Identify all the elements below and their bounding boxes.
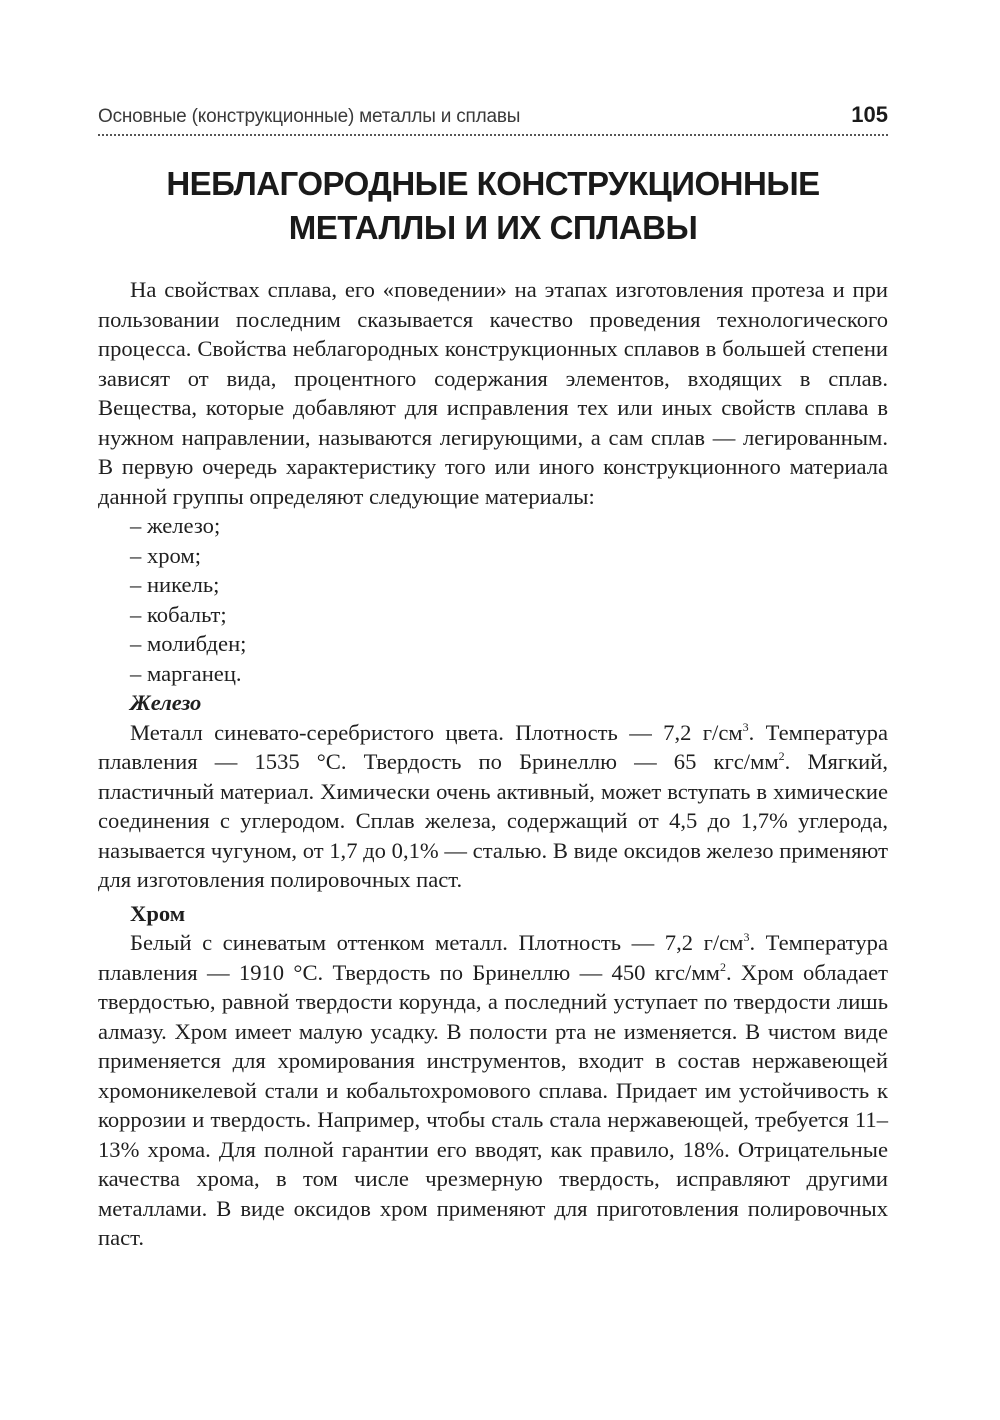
chrome-paragraph xyxy=(98,928,888,1253)
chapter-title-line-1: НЕБЛАГОРОДНЫЕ КОНСТРУКЦИОННЫЕ xyxy=(166,165,820,202)
section-heading-iron: Железо xyxy=(130,690,202,715)
chrome-superscript-cubic: 3 xyxy=(743,930,750,944)
list-item: – хром; xyxy=(130,542,201,568)
iron-superscript-cubic: 3 xyxy=(742,719,749,734)
body-text xyxy=(98,275,888,1253)
list-item: – молибден; xyxy=(130,631,247,656)
chrome-text-part-2: . Температура плавления — 1910 °С. Твердость по Бринеллю — 450 кгс/мм xyxy=(98,930,888,985)
materials-list xyxy=(98,511,888,688)
list-item: – никель; xyxy=(130,572,220,597)
chapter-title-line-2: МЕТАЛЛЫ И ИХ СПЛАВЫ xyxy=(288,209,698,246)
section-heading-chrome: Хром xyxy=(130,900,186,926)
chrome-text-part-3: . Хром обладает твердостью, равной твердости корунда, а последний уступает по твердости лишь алмазу. Хром имеет малую усадку. В полости рта не изменяется. В чистом виде применяется для хромирования инструментов, входит в состав нержавеющей хромоникелевой стали и кобальтохромового сплава. Придает им устойчивость к коррозии и твердость. Например, чтобы сталь стала нержавеющей, требуется 11–13% хрома. Для полной гарантии его вводят, как правило, 18%. Отрицательные качества хрома, в том числе чрезмерную твердость, исправляют другими металлами. В виде оксидов хром применяют для приготовления полировочных паст. xyxy=(98,959,888,1250)
iron-superscript-square: 2 xyxy=(778,749,785,763)
iron-text-part-3: . Мягкий, пластичный материал. Химически очень активный, может вступать в химические соединения с углеродом. Сплав железа, содержащий от 4,5 до 1,7% углерода, называется чугуном, от 1,7 до 0,1% — сталью. В виде оксидов железо применяют для изготовления полировочных паст. xyxy=(98,749,888,892)
page-number: 105 xyxy=(851,102,888,127)
page xyxy=(98,92,888,1253)
iron-text-part-1: Металл синевато-серебристого цвета. Плотность — 7,2 г/см xyxy=(130,719,743,745)
iron-text-part-2: . Температура плавления — 1535 °С. Твердость по Бринеллю — 65 кгс/мм xyxy=(98,719,888,774)
chapter-title xyxy=(98,162,888,250)
list-item: – кобальт; xyxy=(130,601,227,627)
running-title: Основные (конструкционные) металлы и сплавы xyxy=(98,106,521,127)
iron-paragraph xyxy=(98,718,888,895)
list-item: – железо; xyxy=(130,513,221,538)
running-header xyxy=(98,92,888,128)
header-dotted-rule xyxy=(98,134,888,136)
chrome-text-part-1: Белый с синеватым оттенком металл. Плотность — 7,2 г/см xyxy=(130,930,744,955)
list-item: – марганец. xyxy=(130,660,242,686)
chrome-superscript-square: 2 xyxy=(719,959,726,974)
intro-paragraph: На свойствах сплава, его «поведении» на этапах изготовления протеза и при пользовании последним сказывается качество проведения технологического процесса. Свойства неблагородных конструкционных сплавов в большей степени зависят от вида, процентного содержания элементов, входящих в сплав. Вещества, которые добавляют для исправления тех или иных свойств сплава в нужном направлении, называются легирующими, а сам сплав — легированным. В первую очередь характеристику того или иного конструкционного материала данной группы определяют следующие материалы: xyxy=(98,277,888,509)
